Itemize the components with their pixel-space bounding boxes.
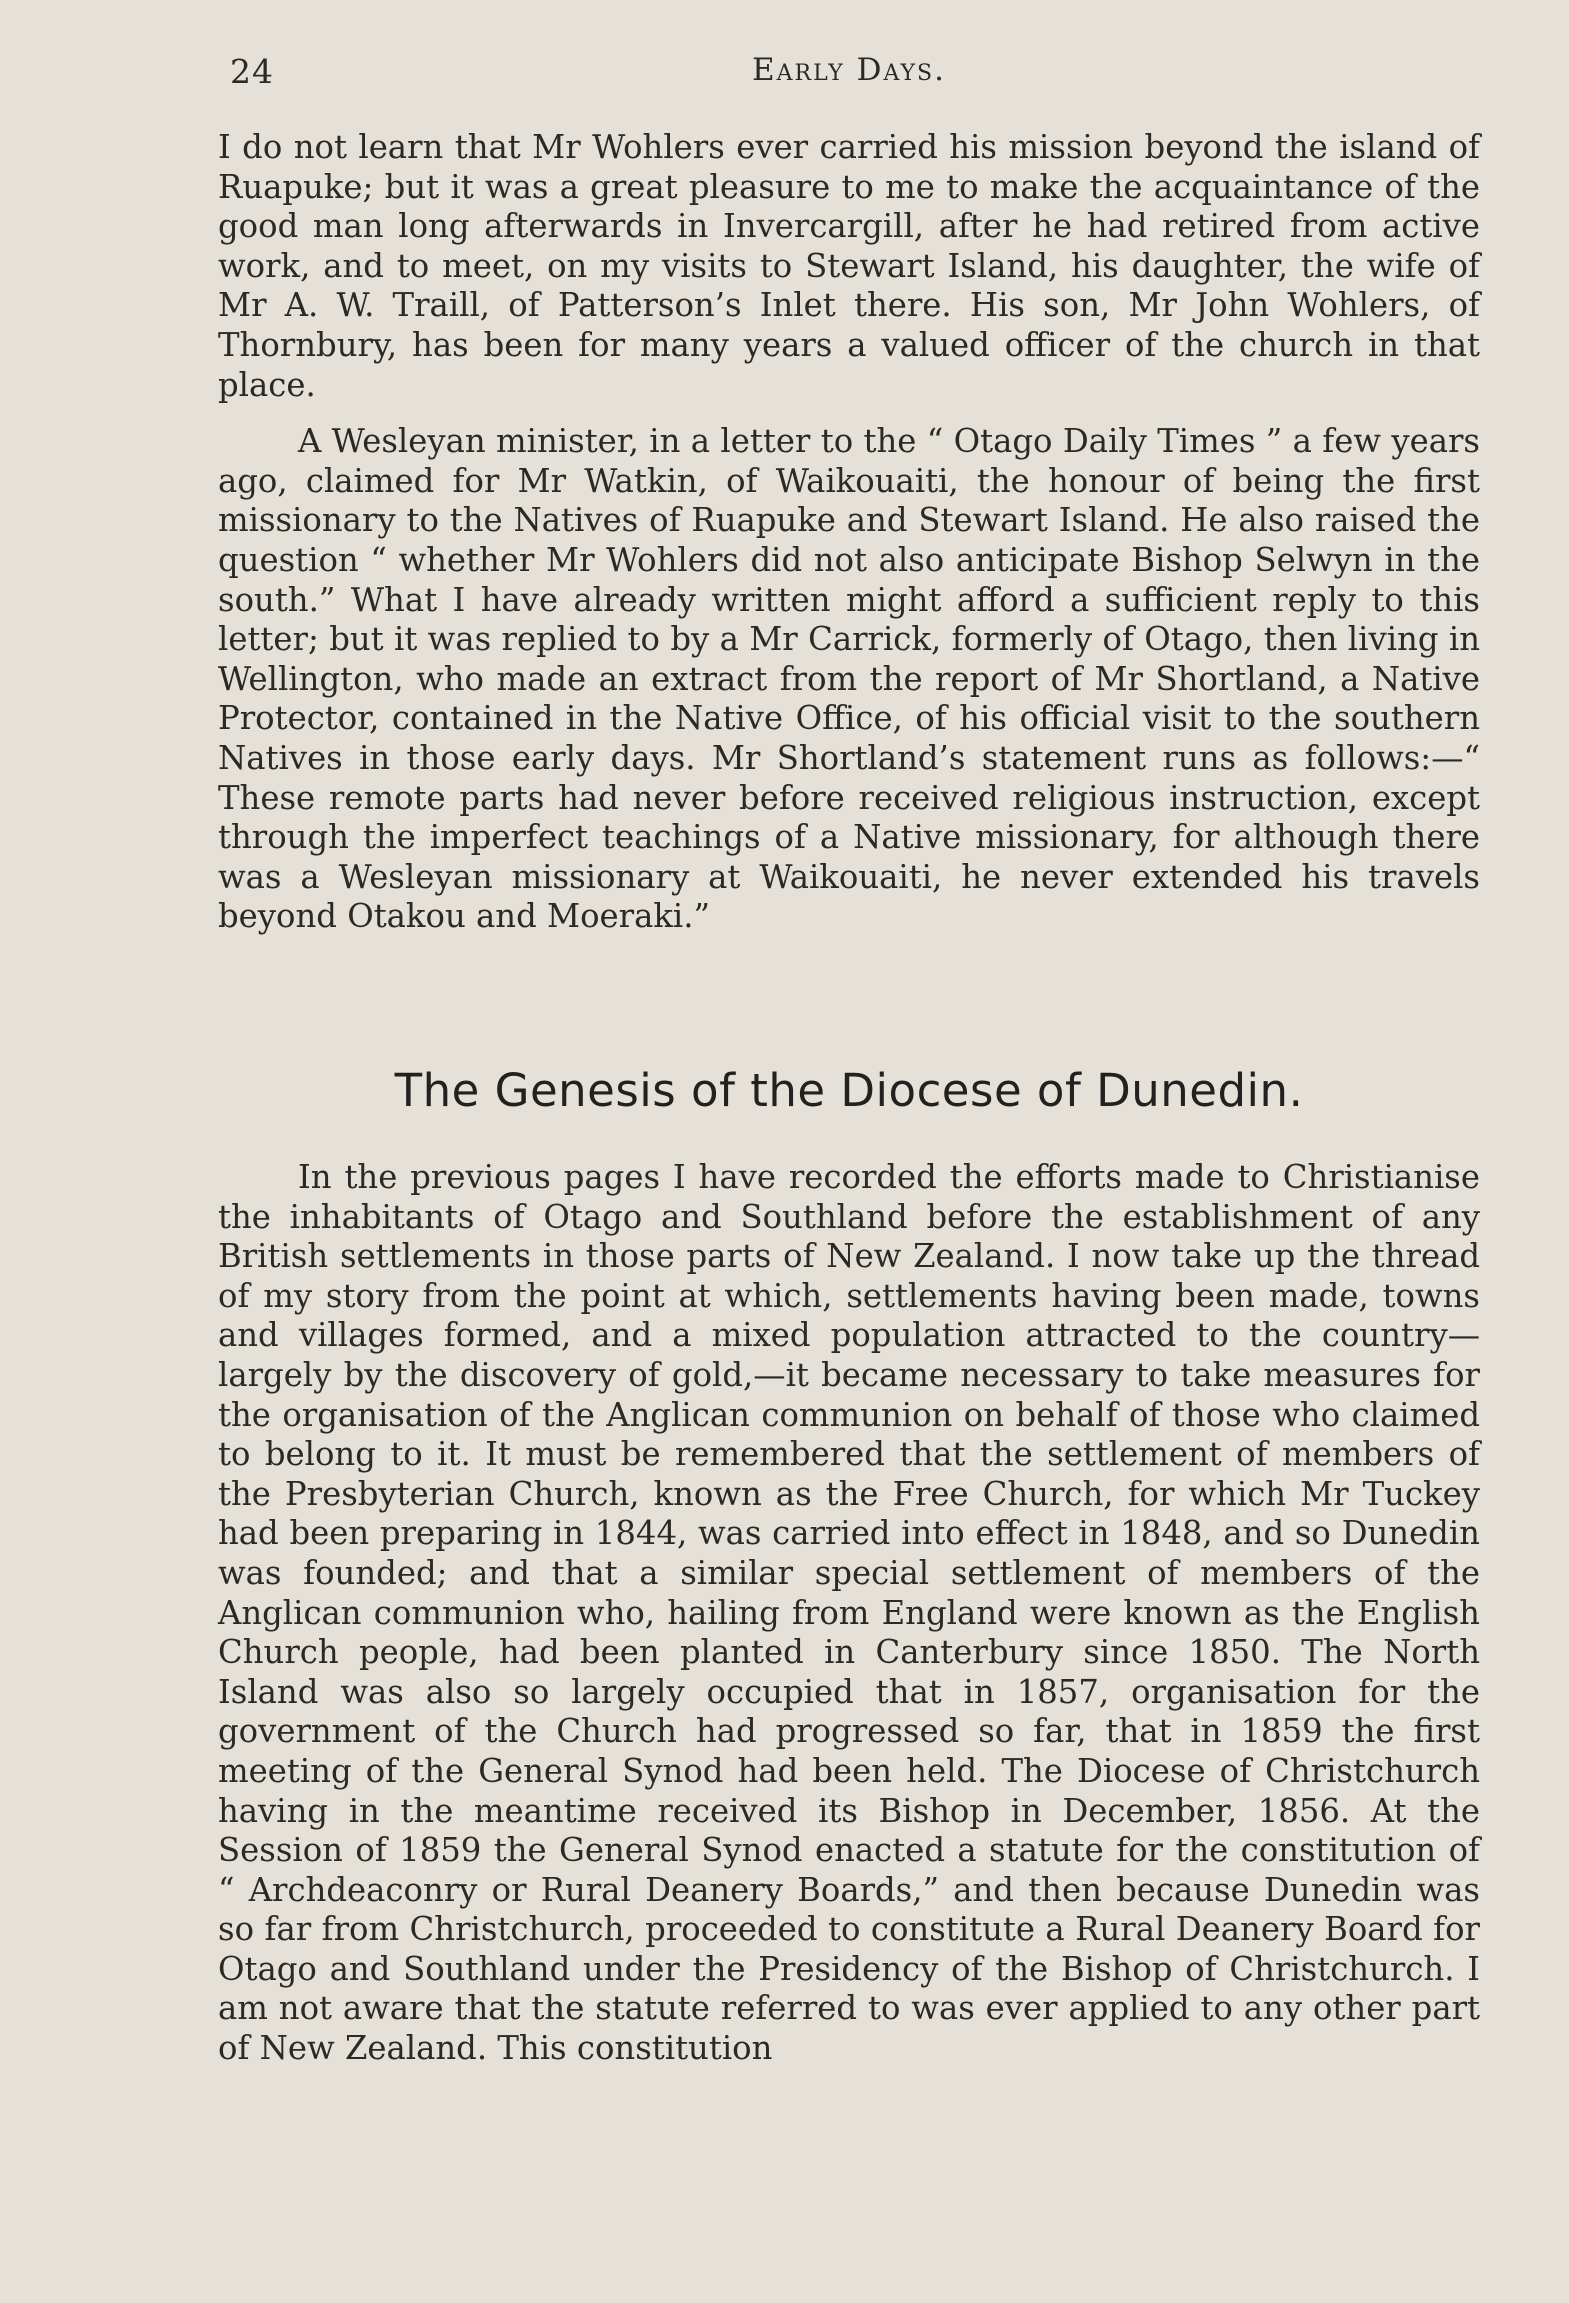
body-text-top [218,128,1480,954]
body-text-bottom [218,1158,1480,2086]
paragraph: In the previous pages I have recorded the efforts made to Christianise the inhabitants of Otago and Southland before the establishment of any British settlements in those parts of New Zealand. I now take up the thread of my story from the point at which, settlements having been made, towns and villages formed, and a mixed population attracted to the country—largely by the discovery of gold,—it became necessary to take measures for the organisation of the Anglican communion on behalf of those who claimed to belong to it. It must be remembered that the settlement of members of the Presbyterian Church, known as the Free Church, for which Mr Tuckey had been preparing in 1844, was carried into effect in 1848, and so Dunedin was founded; and that a similar special settlement of members of the Anglican communion who, hailing from England were known as the English Church people, had been planted in Canterbury since 1850. The North Island was also so largely occupied that in 1857, organisation for the government of the Church had progressed so far, that in 1859 the first meeting of the General Synod had been held. The Diocese of Christchurch having in the meantime received its Bishop in December, 1856. At the Session of 1859 the General Synod enacted a statute for the constitution of “ Archdeaconry or Rural Deanery Boards,” and then because Dunedin was so far from Christchurch, proceeded to constitute a Rural Deanery Board for Otago and Southland under the Presidency of the Bishop of Christchurch. I am not aware that the statute referred to was ever applied to any other part of New Zealand. This constitution [218,1158,1480,2068]
section-heading: The Genesis of the Diocese of Dunedin. [394,1064,1304,1117]
paragraph: I do not learn that Mr Wohlers ever carried his mission beyond the island of Ruapuke; but it was a great pleasure to me to make the acquaintance of the good man long afterwards in Invercargill, after he had retired from active work, and to meet, on my visits to Stewart Island, his daughter, the wife of Mr A. W. Traill, of Patterson’s Inlet there. His son, Mr John Wohlers, of Thornbury, has been for many years a valued officer of the church in that place. [218,128,1480,404]
running-head [218,48,1480,92]
paragraph: A Wesleyan minister, in a letter to the “ Otago Daily Times ” a few years ago, claimed for Mr Watkin, of Waikouaiti, the honour of being the first missionary to the Natives of Ruapuke and Stewart Island. He also raised the question “ whether Mr Wohlers did not also anticipate Bishop Selwyn in the south.” What I have already written might afford a sufficient reply to this letter; but it was replied to by a Mr Carrick, formerly of Otago, then living in Wellington, who made an extract from the report of Mr Shortland, a Native Protector, contained in the Native Office, of his official visit to the southern Natives in those early days. Mr Shortland’s statement runs as follows:—“ These remote parts had never before received religious instruction, except through the imperfect teachings of a Native missionary, for although there was a Wesleyan missionary at Waikouaiti, he never extended his travels beyond Otakou and Moeraki.” [218,422,1480,936]
page-number: 24 [230,52,274,91]
running-title: Early Days. [752,52,946,88]
